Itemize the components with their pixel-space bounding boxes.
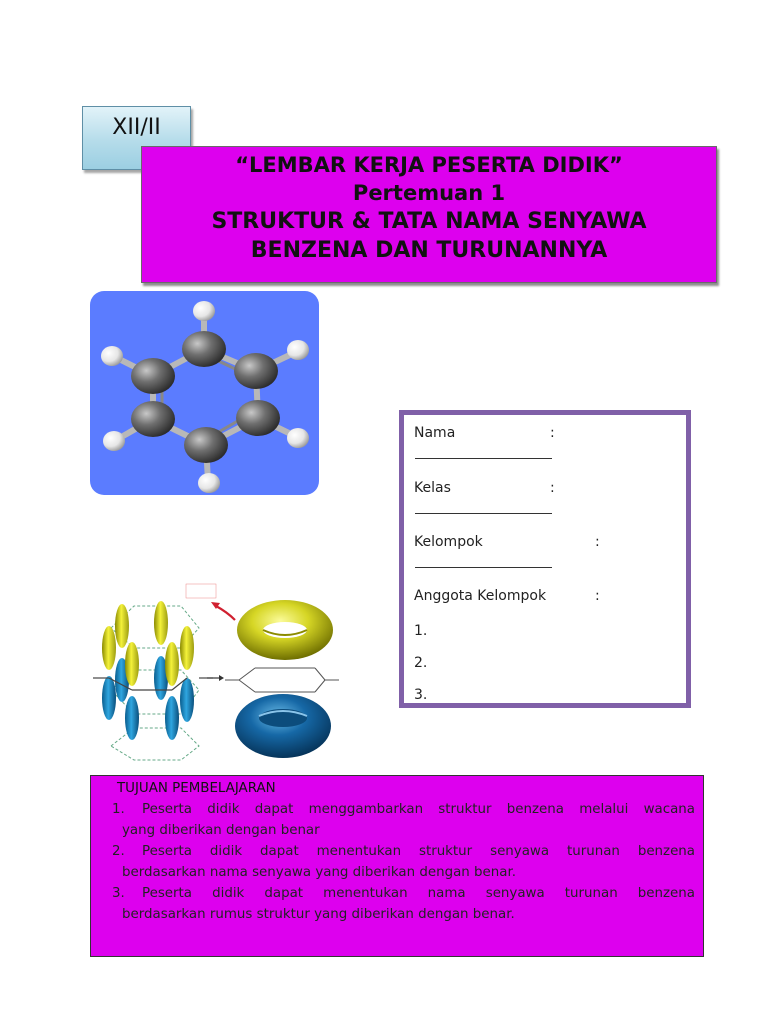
kelas-label: Kelas (414, 480, 451, 496)
goal-number: 3. (112, 886, 125, 901)
kelas-line[interactable] (415, 513, 552, 514)
title-banner (141, 146, 717, 283)
goal-item-2 (112, 841, 695, 862)
kelas-colon: : (550, 480, 555, 496)
anggota-colon: : (595, 588, 600, 604)
goal-item-1-cont: yang diberikan dengan benar (122, 823, 320, 838)
nama-line[interactable] (415, 458, 552, 459)
title-line-4: BENZENA DAN TURUNANNYA (250, 238, 608, 263)
kelompok-label: Kelompok (414, 534, 483, 550)
kelompok-line[interactable] (415, 567, 552, 568)
goal-number: 2. (112, 844, 125, 859)
goal-number: 1. (112, 802, 125, 817)
learning-goals-box (90, 775, 704, 957)
goal-item-1 (112, 799, 695, 820)
goal-text: Peserta didik dapat menentukan nama senyawa turunan benzena (142, 886, 695, 901)
goal-item-3 (112, 883, 695, 904)
title-line-3: STRUKTUR & TATA NAMA SENYAWA (211, 209, 647, 234)
kelompok-colon: : (595, 534, 600, 550)
benzene-molecule-image (90, 291, 319, 495)
nama-colon: : (550, 425, 555, 441)
goal-text: Peserta didik dapat menentukan struktur senyawa turunan benzena (142, 844, 695, 859)
title-line-1: “LEMBAR KERJA PESERTA DIDIK” (235, 153, 623, 177)
member-3: 3. (414, 687, 428, 703)
member-2: 2. (414, 655, 428, 671)
pi-orbital-diagram (89, 568, 340, 766)
title-line-2: Pertemuan 1 (352, 181, 506, 205)
anggota-label: Anggota Kelompok (414, 588, 547, 604)
member-1: 1. (414, 623, 428, 639)
learning-goals-heading: TUJUAN PEMBELAJARAN (117, 781, 276, 796)
nama-label: Nama (414, 425, 456, 441)
benzene-molecule-svg (90, 291, 319, 495)
student-identity-box (399, 410, 691, 708)
pi-orbital-svg (89, 568, 340, 766)
class-badge-text: XII/II (112, 115, 161, 140)
goal-item-2-cont: berdasarkan nama senyawa yang diberikan dengan benar. (122, 865, 516, 880)
goal-text: Peserta didik dapat menggambarkan struktur benzena melalui wacana (142, 802, 695, 817)
goal-item-3-cont: berdasarkan rumus struktur yang diberikan dengan benar. (122, 907, 515, 922)
